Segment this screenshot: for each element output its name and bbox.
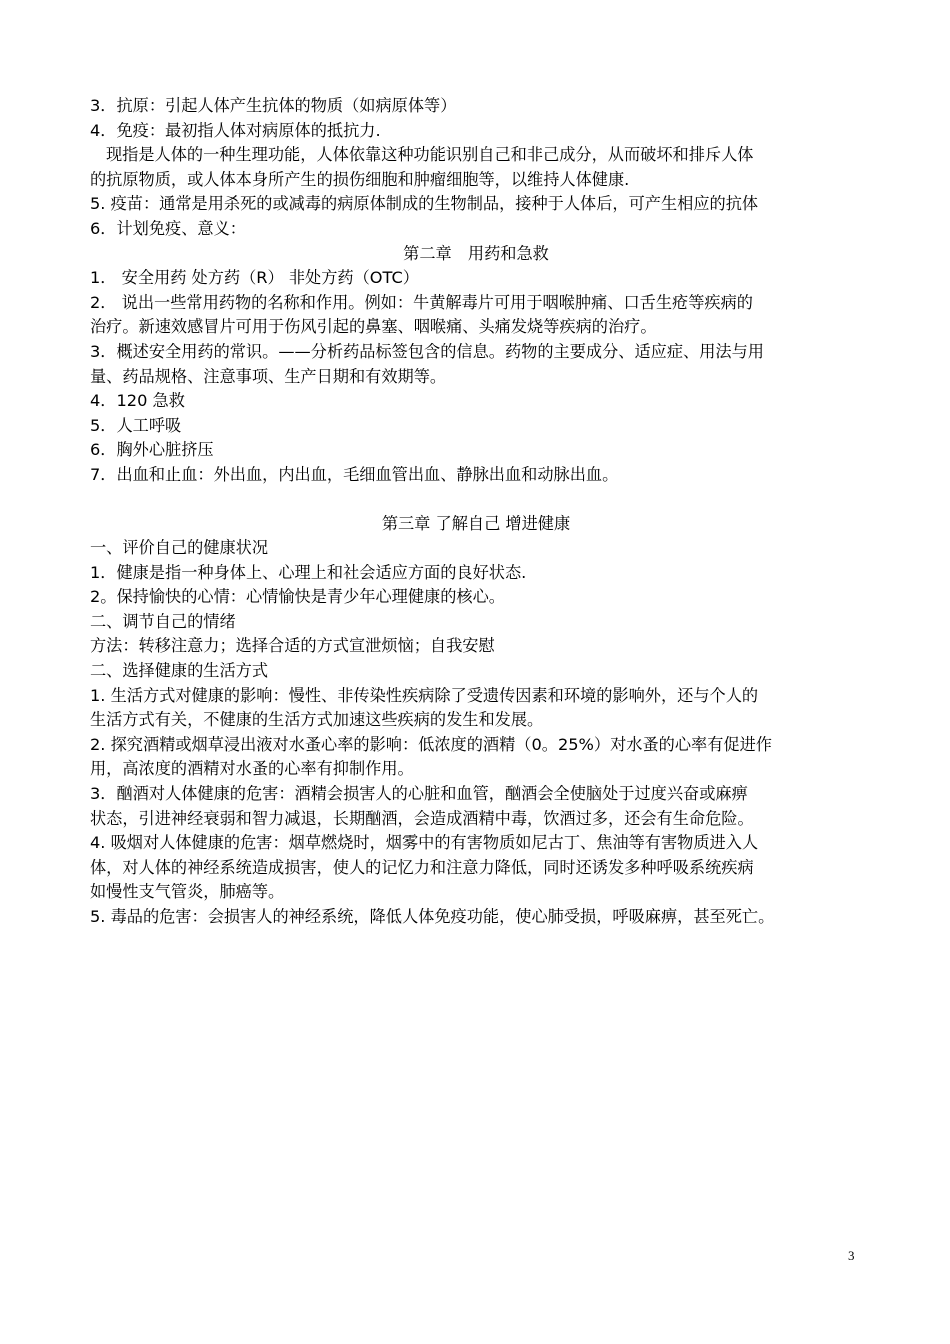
text-line: 治疗。新速效感冒片可用于伤风引起的鼻塞、咽喉痛、头痛发烧等疾病的治疗。 bbox=[90, 317, 657, 337]
text-line: 6．计划免疫、意义： bbox=[90, 218, 246, 238]
text-line: 生活方式有关，不健康的生活方式加速这些疾病的发生和发展。 bbox=[90, 710, 544, 730]
text-line: 1．健康是指一种身体上、心理上和社会适应方面的良好状态. bbox=[90, 562, 527, 582]
blank-line bbox=[90, 488, 862, 512]
chapter-heading: 第三章 了解自己 增进健康 bbox=[381, 513, 571, 533]
page-number: 3 bbox=[848, 1248, 855, 1263]
text-line: 现指是人体的一种生理功能，人体依靠这种功能识别自己和非己成分，从而破坏和排斥人体 bbox=[106, 145, 754, 165]
text-line: 6．胸外心脏挤压 bbox=[90, 440, 214, 460]
section-heading: 一、评价自己的健康状况 bbox=[90, 538, 269, 558]
text-line: 3．抗原：引起人体产生抗体的物质（如病原体等） bbox=[90, 96, 457, 115]
section-heading: 二、调节自己的情绪 bbox=[90, 611, 236, 631]
text-line: 状态，引进神经衰弱和智力减退，长期酗酒，会造成酒精中毒，饮酒过多，还会有生命危险。 bbox=[90, 808, 754, 828]
text-line: 5. 毒品的危害：会损害人的神经系统，降低人体免疫功能，使心肺受损，呼吸麻痹，甚至死亡。 bbox=[90, 907, 775, 926]
text-line: 1. 生活方式对健康的影响：慢性、非传染性疾病除了受遗传因素和环境的影响外，还与个人的 bbox=[90, 685, 759, 705]
document-page bbox=[90, 94, 862, 930]
text-line: 的抗原物质，或人体本身所产生的损伤细胞和肿瘤细胞等，以维持人体健康. bbox=[90, 169, 630, 189]
text-line: 4. 吸烟对人体健康的危害：烟草燃烧时，烟雾中的有害物质如尼古丁、焦油等有害物质进入人 bbox=[90, 833, 759, 853]
text-line: 3．酗酒对人体健康的危害：酒精会损害人的心脏和血管，酗酒会全使脑处于过度兴奋或麻痹 bbox=[90, 784, 748, 804]
text-line: 4．120 急救 bbox=[90, 391, 185, 411]
chapter-heading: 第二章 用药和急救 bbox=[403, 243, 549, 263]
text-line: 1． 安全用药 处方药（R） 非处方药（OTC） bbox=[90, 268, 419, 288]
text-line: 用，高浓度的酒精对水蚤的心率有抑制作用。 bbox=[90, 759, 414, 779]
text-line: 5. 疫苗：通常是用杀死的或减毒的病原体制成的生物制品，接种于人体后，可产生相应的抗体 bbox=[90, 194, 759, 214]
text-line: 方法：转移注意力；选择合适的方式宣泄烦恼；自我安慰 bbox=[90, 636, 495, 656]
text-line: 2． 说出一些常用药物的名称和作用。例如：牛黄解毒片可用于咽喉肿痛、口舌生疮等疾病的 bbox=[90, 292, 753, 312]
text-line: 4．免疫：最初指人体对病原体的抵抗力. bbox=[90, 120, 381, 140]
section-heading: 二、选择健康的生活方式 bbox=[90, 661, 269, 681]
text-line: 量、药品规格、注意事项、生产日期和有效期等。 bbox=[90, 366, 447, 386]
text-line: 体，对人体的神经系统造成损害，使人的记忆力和注意力降低，同时还诱发多种呼吸系统疾病 bbox=[90, 857, 754, 877]
text-line: 2。保持愉快的心情：心情愉快是青少年心理健康的核心。 bbox=[90, 587, 505, 607]
text-line: 3．概述安全用药的常识。——分析药品标签包含的信息。药物的主要成分、适应症、用法与用 bbox=[90, 341, 764, 361]
text-line: 5．人工呼吸 bbox=[90, 415, 182, 435]
text-line: 7．出血和止血：外出血，内出血，毛细血管出血、静脉出血和动脉出血。 bbox=[90, 464, 619, 484]
text-line: 如慢性支气管炎，肺癌等。 bbox=[90, 882, 285, 902]
text-line: 2. 探究酒精或烟草浸出液对水蚤心率的影响：低浓度的酒精（0。25%）对水蚤的心率有促进作 bbox=[90, 734, 772, 754]
